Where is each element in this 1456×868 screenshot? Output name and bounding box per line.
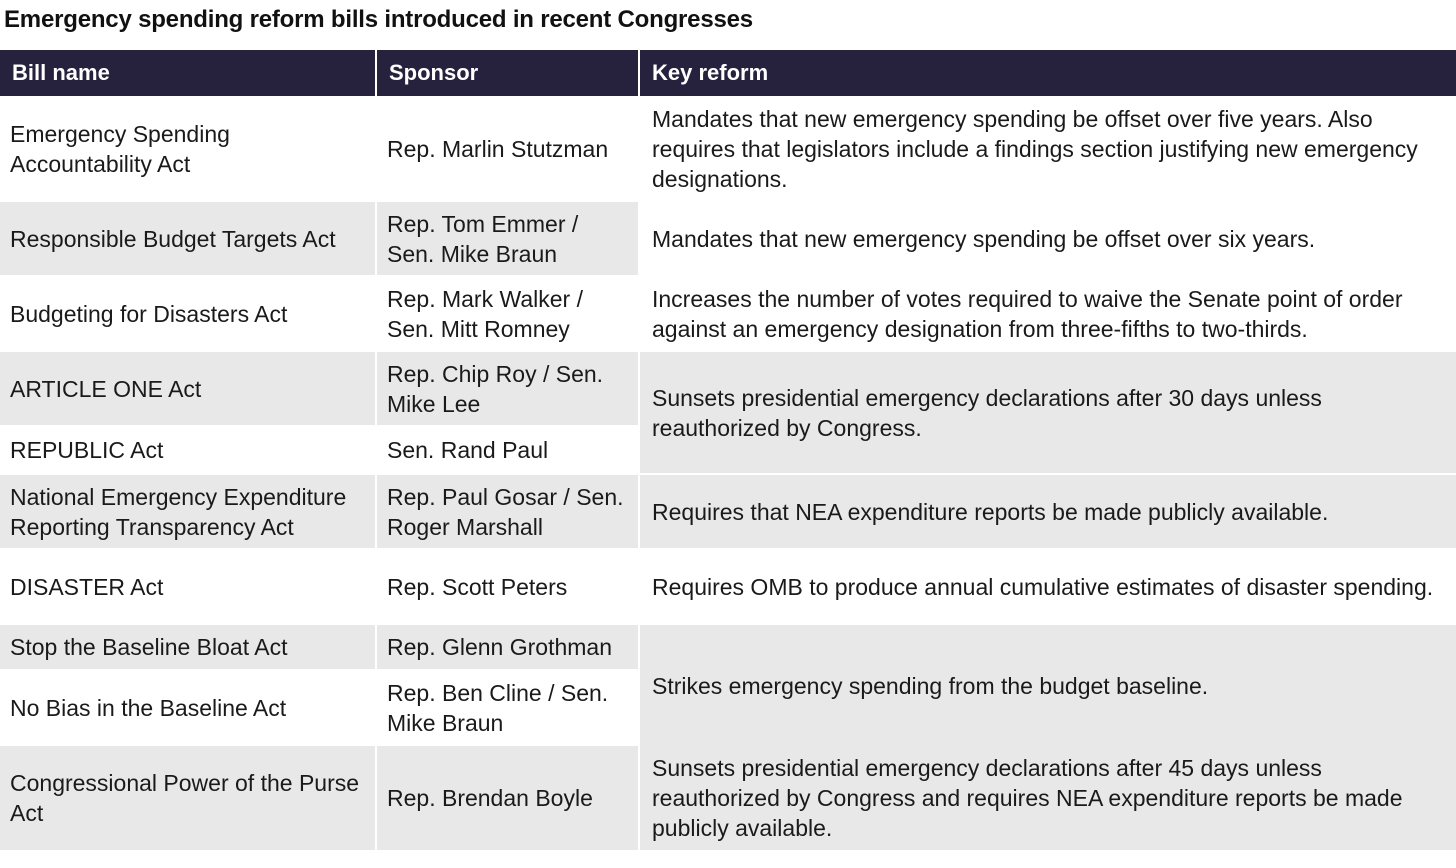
key-reform-cell: Sunsets presidential emergency declarations after 30 days unless reauthorized by Congress. (640, 352, 1456, 475)
key-reform-cell: Sunsets presidential emergency declarations after 45 days unless reauthorized by Congress and requires NEA expenditure reports be made publicly available. (640, 746, 1456, 852)
sponsor-cell: Rep. Paul Gosar / Sen. Roger Marshall (377, 475, 640, 550)
header-bill-name: Bill name (0, 50, 377, 98)
sponsor-cell: Rep. Marlin Stutzman (377, 98, 640, 202)
bill-name-cell: National Emergency Expenditure Reporting Transparency Act (0, 475, 377, 550)
bill-name-cell: Stop the Baseline Bloat Act (0, 625, 377, 671)
bill-name-cell: ARTICLE ONE Act (0, 352, 377, 427)
bill-name-cell: Budgeting for Disasters Act (0, 277, 377, 352)
bill-name-cell: DISASTER Act (0, 550, 377, 625)
key-reform-cell: Strikes emergency spending from the budget baseline. (640, 625, 1456, 746)
key-reform-cell: Mandates that new emergency spending be offset over six years. (640, 202, 1456, 277)
sponsor-cell: Sen. Rand Paul (377, 427, 640, 475)
bill-name-cell: Emergency Spending Accountability Act (0, 98, 377, 202)
sponsor-cell: Rep. Tom Emmer / Sen. Mike Braun (377, 202, 640, 277)
header-sponsor: Sponsor (377, 50, 640, 98)
bill-name-cell: Congressional Power of the Purse Act (0, 746, 377, 852)
sponsor-cell: Rep. Mark Walker / Sen. Mitt Romney (377, 277, 640, 352)
key-reform-cell: Increases the number of votes required to waive the Senate point of order against an emergency designation from three-fifths to two-thirds. (640, 277, 1456, 352)
key-reform-cell: Requires OMB to produce annual cumulative estimates of disaster spending. (640, 550, 1456, 625)
bill-name-cell: No Bias in the Baseline Act (0, 671, 377, 746)
reform-bills-table (0, 50, 1456, 852)
page-title: Emergency spending reform bills introduced in recent Congresses (4, 6, 753, 33)
sponsor-cell: Rep. Ben Cline / Sen. Mike Braun (377, 671, 640, 746)
bill-name-cell: Responsible Budget Targets Act (0, 202, 377, 277)
sponsor-cell: Rep. Chip Roy / Sen. Mike Lee (377, 352, 640, 427)
key-reform-cell: Requires that NEA expenditure reports be made publicly available. (640, 475, 1456, 550)
sponsor-cell: Rep. Brendan Boyle (377, 746, 640, 852)
header-key-reform: Key reform (640, 50, 1456, 98)
sponsor-cell: Rep. Glenn Grothman (377, 625, 640, 671)
sponsor-cell: Rep. Scott Peters (377, 550, 640, 625)
bill-name-cell: REPUBLIC Act (0, 427, 377, 475)
key-reform-cell: Mandates that new emergency spending be offset over five years. Also requires that legislators include a findings section justifying new emergency designations. (640, 98, 1456, 202)
